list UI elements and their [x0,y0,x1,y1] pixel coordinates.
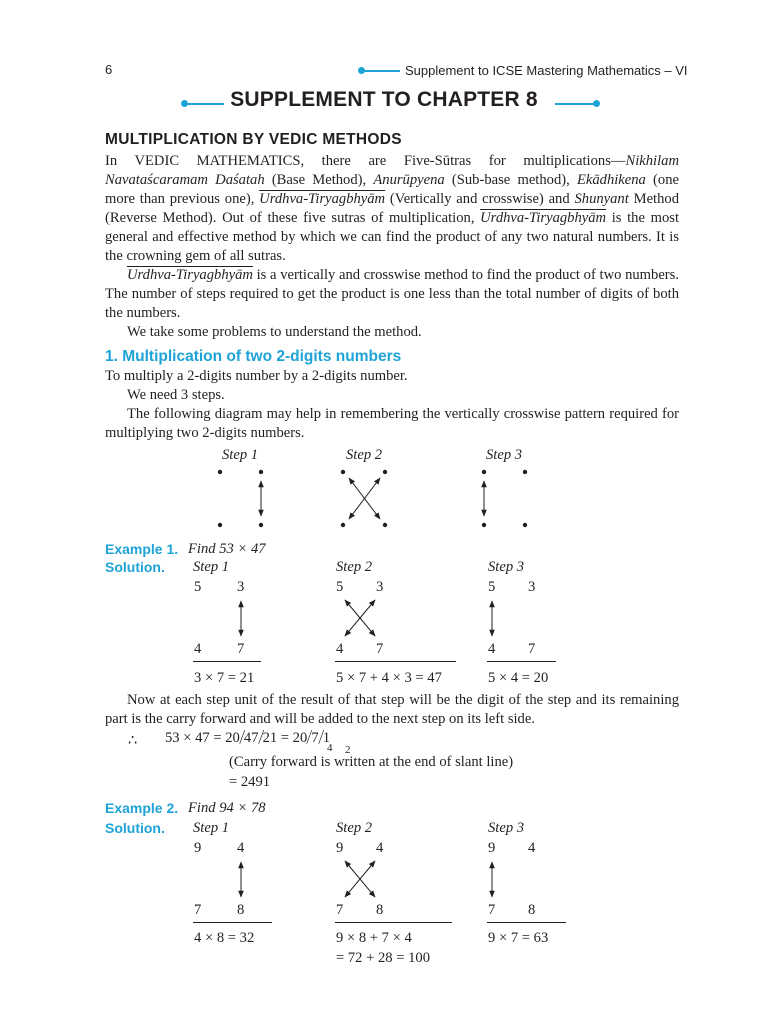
slash-2: / [257,726,265,749]
example2-step1-label: Step 1 [193,820,230,836]
sub-line-1: To multiply a 2-digits number by a 2-digits number. [105,368,408,384]
ex1-result-3: 5 × 4 = 20 [488,670,549,686]
chapter-title: SUPPLEMENT TO CHAPTER 8 [230,88,538,111]
ex2-s3-bottom-right: 8 [528,902,536,918]
ex2-s2-top-left: 9 [336,840,344,856]
carry-note: (Carry forward is written at the end of slant line) [229,754,514,770]
intro-paragraph-1: In VEDIC MATHEMATICS, there are Five-Sūtras for multiplications—Nikhilam Navataścaramam Daśatah (Base Method), Anurūpyena (Sub-base method), Ekādhikena (one more than previous one), Urdhva-Tiryagbhyām (Vertically and crosswise) and Shunyant Method (Reverse Method). Out of these five sutras of multiplication, Urdhva-Tiryagbhyām is the most general and effective method by which we can find the product of any two natural numbers. It is the crowning gem of all sutras. [105,153,679,264]
ex1-s3-top-right: 3 [528,579,536,595]
ex2-s1-bottom-right: 8 [237,902,245,918]
ex2-s1-top-right: 4 [237,840,245,856]
ex1-s1-bottom-left: 4 [194,641,202,657]
ex1-s2-top-left: 5 [336,579,344,595]
ex2-s2-top-right: 4 [376,840,384,856]
ex1-s1-bottom-right: 7 [237,641,245,657]
example2-solution-label: Solution. [105,820,165,836]
ex2-s3-top-right: 4 [528,840,536,856]
ex1-s3-bottom-right: 7 [528,641,536,657]
ex2-s1-top-left: 9 [194,840,202,856]
ex2-result-2-cont: = 72 + 28 = 100 [336,950,431,966]
example2-task: Find 94 × 78 [188,800,266,816]
intro-paragraph-2: Urdhva-Tiryagbhyām is a vertically and crosswise method to find the product of two numbers. The number of steps required to get the product is one less than the total number of digits of both the numbers. [105,267,679,321]
example1-solution-label: Solution. [105,559,165,575]
therefore-symbol: ∴ [128,733,138,749]
ex1-s3-top-left: 5 [488,579,496,595]
pattern-step3-label: Step 3 [486,447,523,463]
slash-1: / [238,726,246,749]
page-number: 6 [105,62,113,77]
example2-step3-label: Step 3 [488,820,525,836]
carry-digit-1: 4 [327,742,333,754]
example1-task: Find 53 × 47 [188,541,266,557]
ex1-calc-line: 53 × 47 = 20/47/21 = 20/7/1 [165,726,330,749]
ex2-result-2: 9 × 8 + 7 × 4 [336,930,412,946]
ex1-answer: = 2491 [229,774,271,790]
example1-label: Example 1. [105,541,179,557]
carry-digit-2: 2 [345,744,351,756]
ex1-s1-top-left: 5 [194,579,202,595]
ex2-s2-bottom-right: 8 [376,902,384,918]
ex1-s3-bottom-left: 4 [488,641,496,657]
example1-step2-label: Step 2 [336,559,373,575]
ex2-result-1: 4 × 8 = 32 [194,930,255,946]
ex2-result-3: 9 × 7 = 63 [488,930,549,946]
example2-step2-label: Step 2 [336,820,373,836]
ex1-s2-bottom-left: 4 [336,641,344,657]
example1-step3-label: Step 3 [488,559,525,575]
ex1-s2-bottom-right: 7 [376,641,384,657]
pattern-step1-label: Step 1 [222,447,259,463]
ex2-s2-bottom-left: 7 [336,902,344,918]
ex2-s3-top-left: 9 [488,840,496,856]
ex1-s2-top-right: 3 [376,579,384,595]
ex1-s1-top-right: 3 [237,579,245,595]
ex1-explanation-text: Now at each step unit of the result of that step will be the digit of the step and its remaining part is the carry forward and will be added to the next step on its left side. [105,692,679,727]
ex1-result-1: 3 × 7 = 21 [194,670,255,686]
example2-label: Example 2. [105,800,179,816]
section-title: MULTIPLICATION BY VEDIC METHODS [105,131,402,148]
sub-line-2: We need 3 steps. [127,387,225,403]
intro-paragraph-3: We take some problems to understand the method. [127,324,422,340]
ex2-s1-bottom-left: 7 [194,902,202,918]
ex2-s3-bottom-left: 7 [488,902,496,918]
ex1-result-2: 5 × 7 + 4 × 3 = 47 [336,670,442,686]
sub-line-3: The following diagram may help in remembering the vertically crosswise pattern required for multiplying two 2-digits numbers. [105,406,679,441]
running-head: Supplement to ICSE Mastering Mathematics – VI [405,63,688,78]
slash-3: / [305,726,313,749]
subsection-title: 1. Multiplication of two 2-digits numbers [105,348,402,365]
pattern-step2-label: Step 2 [346,447,383,463]
example1-step1-label: Step 1 [193,559,230,575]
slash-4: / [317,726,325,749]
